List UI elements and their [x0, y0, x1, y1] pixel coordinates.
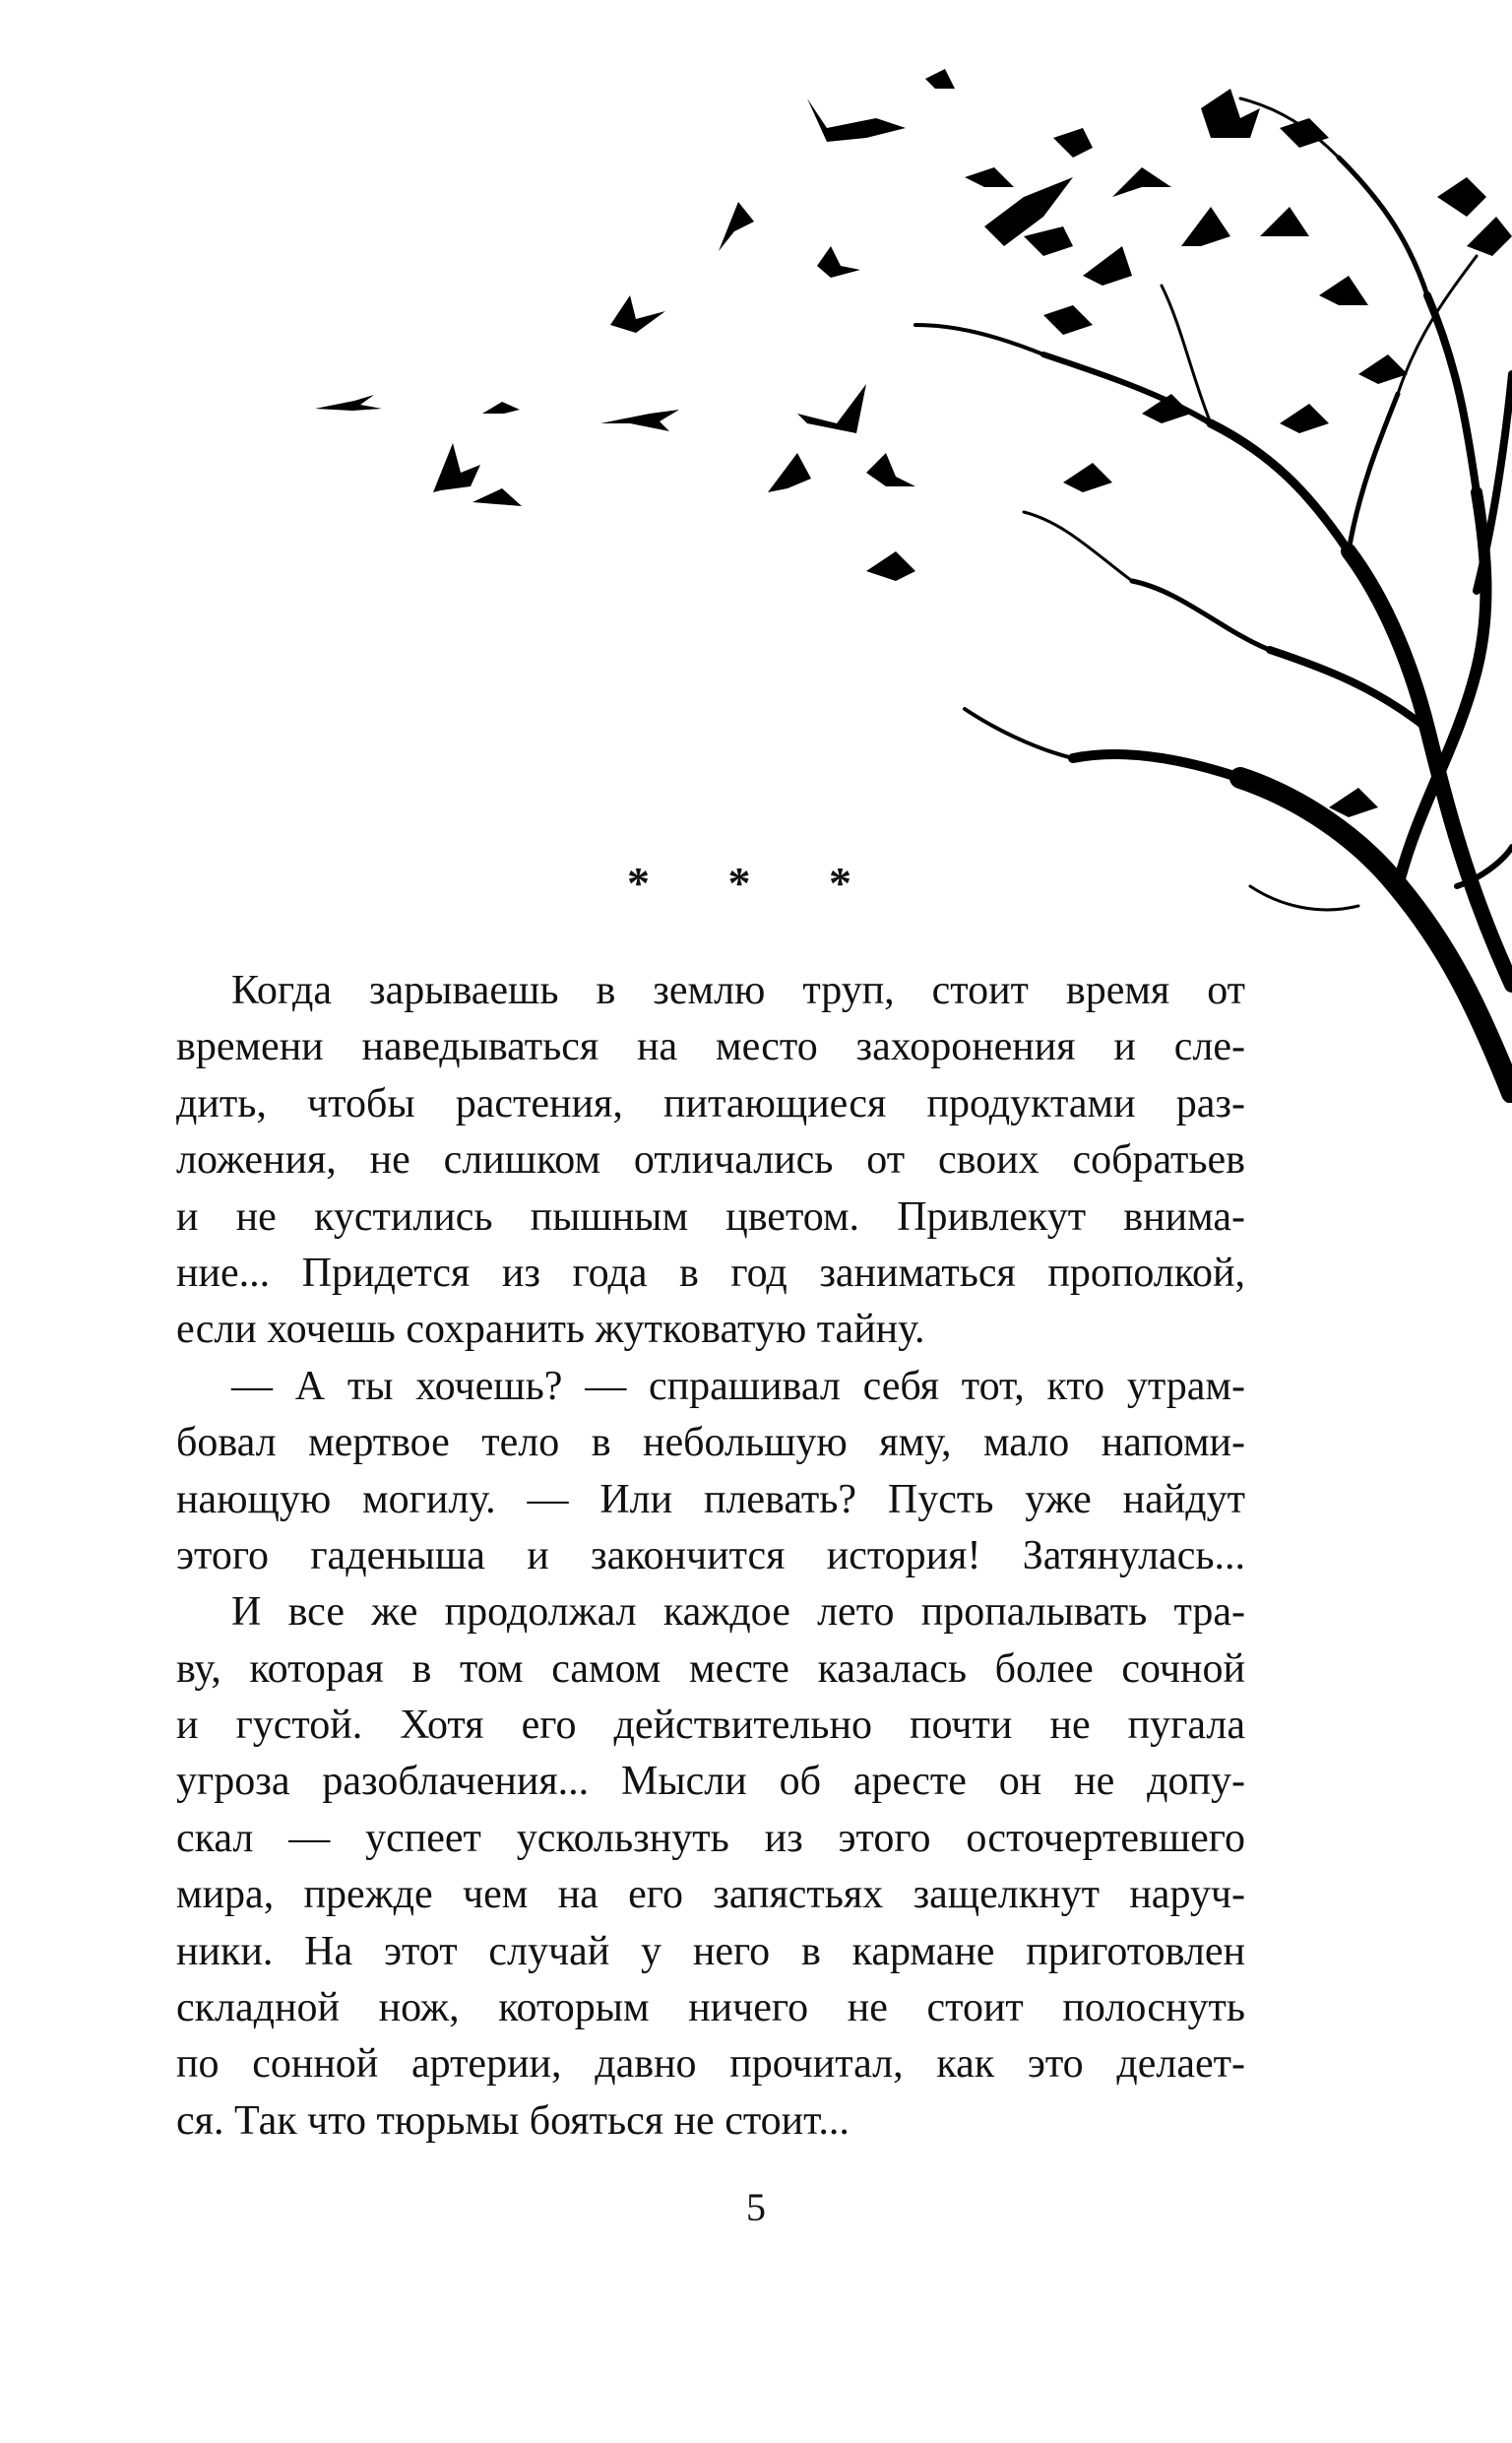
text-line: времени наведываться на место захоронения и сле-: [176, 1024, 1245, 1070]
text-line: ву, которая в том самом месте казалась более сочной: [176, 1645, 1245, 1692]
text-line: угроза разоблачения... Мысли об аресте он не допу-: [176, 1759, 1245, 1805]
text-line: если хочешь сохранить жутковатую тайну.: [176, 1307, 925, 1353]
text-line: бовал мертвое тело в небольшую яму, мало напоми-: [176, 1420, 1245, 1466]
body-text: [176, 963, 1245, 2150]
text-line: скал — успеет ускользнуть из этого осточертевшего: [176, 1815, 1245, 1861]
text-line: Когда зарываешь в землю труп, стоит время от: [231, 968, 1245, 1013]
text-line: этого гаденыша и закончится история! Затянулась...: [176, 1532, 1245, 1578]
text-line: дить, чтобы растения, питающиеся продуктами раз-: [176, 1080, 1245, 1126]
text-line: и густой. Хотя его действительно почти не пугала: [176, 1703, 1245, 1749]
text-line: ся. Так что тюрьмы бояться не стоит...: [176, 2097, 850, 2144]
section-separator: * * *: [627, 858, 885, 908]
crows-icon: [315, 69, 1512, 817]
text-line: нающую могилу. — Или плевать? Пусть уже найдут: [176, 1476, 1245, 1522]
text-line: по сонной артерии, давно прочитал, как это делает-: [176, 2041, 1245, 2088]
text-line: и не кустились пышным цветом. Привлекут внима-: [176, 1193, 1245, 1240]
text-line: мира, прежде чем на его запястьях защелкнут наруч-: [176, 1872, 1245, 1918]
text-line: складной нож, которым ничего не стоит полоснуть: [176, 1985, 1245, 2031]
page-number: 5: [746, 2185, 766, 2229]
text-line: ние... Придется из года в год заниматься прополкой,: [176, 1250, 1245, 1296]
text-line: И все же продолжал каждое лето пропалывать тра-: [231, 1589, 1245, 1636]
tree-with-crows-illustration: [0, 0, 1512, 1103]
text-line: ложения, не слишком отличались от своих собратьев: [176, 1137, 1245, 1184]
tree-icon: [915, 98, 1512, 1093]
text-line: ники. На этот случай у него в кармане приготовлен: [176, 1928, 1245, 1974]
text-line: — А ты хочешь? — спрашивал себя тот, кто утрам-: [231, 1363, 1245, 1409]
